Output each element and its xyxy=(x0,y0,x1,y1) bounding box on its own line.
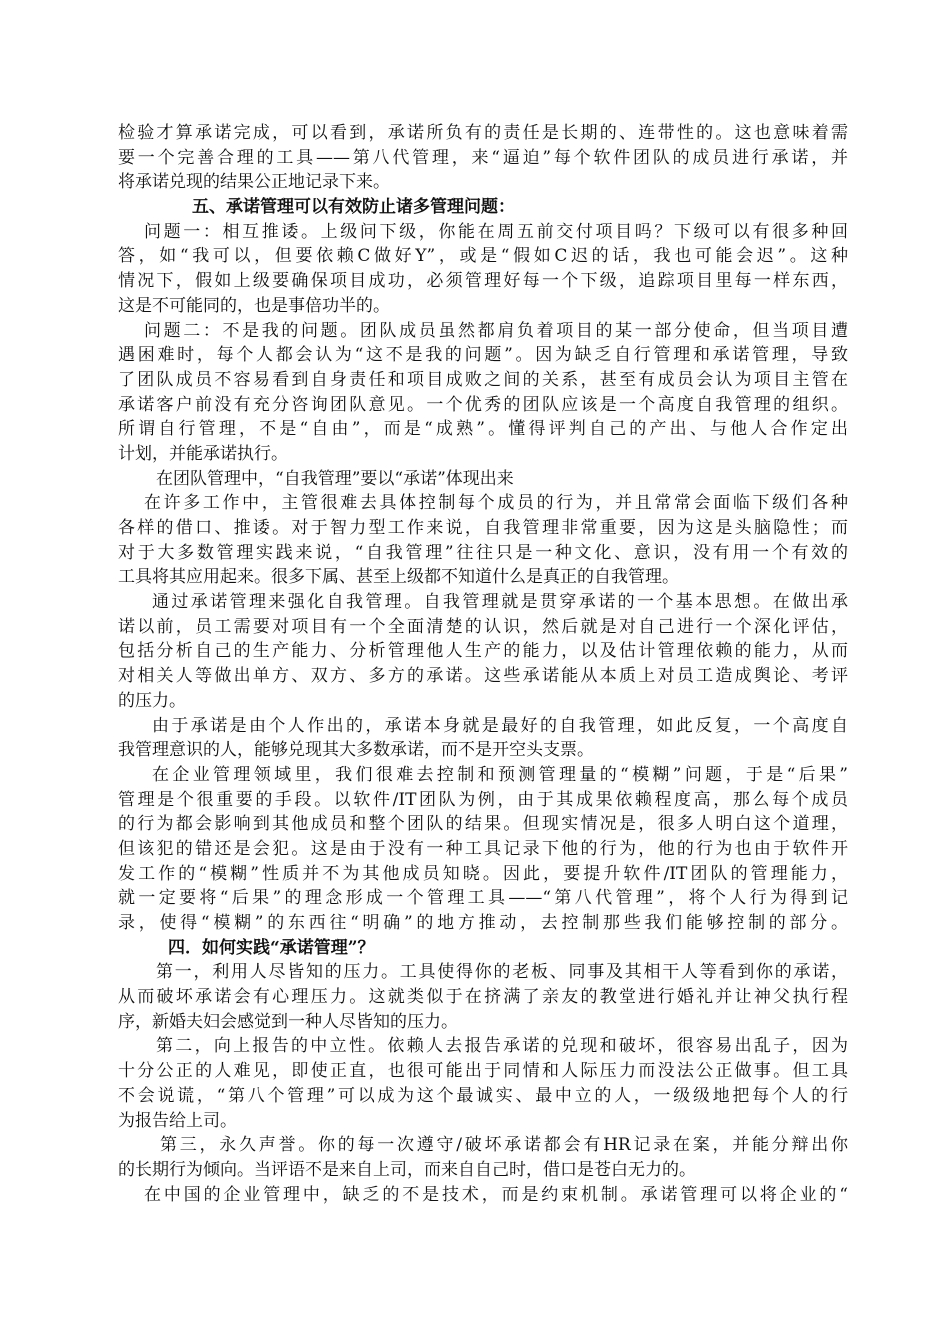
text-line: 对于大多数管理实践来说，“自我管理”往往只是一种文化、意识，没有用一个有效的 xyxy=(118,542,848,563)
text-line: 的行为都会影响到其他成员和整个团队的结果。但现实情况是，很多人明白这个道理， xyxy=(118,814,848,835)
text-line: 在企业管理领域里，我们很难去控制和预测管理量的“模糊”问题，于是“后果” xyxy=(152,764,848,785)
text-line: 十分公正的人难见，即使正直，也很可能出于同情和人际压力而没法公正做事。但工具 xyxy=(118,1061,848,1082)
text-line: 检验才算承诺完成，可以看到，承诺所负有的责任是长期的、连带性的。这也意味着需 xyxy=(118,123,848,143)
text-line: 第一，利用人尽皆知的压力。工具使得你的老板、同事及其相干人等看到你的承诺， xyxy=(156,962,848,983)
section-heading: 四．如何实践“承诺管理”？ xyxy=(168,937,375,958)
text-line: 承诺客户前没有充分咨询团队意见。一个优秀的团队应该是一个高度自我管理的组织。 xyxy=(118,394,848,415)
text-line: 的长期行为倾向。当评语不是来自上司，而来自自己时，借口是苍白无力的。 xyxy=(118,1159,696,1180)
text-line: 要一个完善合理的工具——第八代管理，来“逼迫”每个软件团队的成员进行承诺，并 xyxy=(118,147,848,168)
text-line: 我管理意识的人，能够兑现其大多数承诺，而不是开空头支票。 xyxy=(118,740,594,761)
text-line: 计划，并能承诺执行。 xyxy=(118,443,288,464)
text-line: 将承诺兑现的结果公正地记录下来。 xyxy=(118,172,390,193)
text-line: 就一定要将“后果”的理念形成一个管理工具——“第八代管理”，将个人行为得到记 xyxy=(118,888,848,909)
text-line: 不会说谎，“第八个管理”可以成为这个最诚实、最中立的人，一级级地把每个人的行 xyxy=(118,1085,848,1106)
text-line: 的压力。 xyxy=(118,690,186,711)
text-line: 由于承诺是由个人作出的，承诺本身就是最好的自我管理，如此反复，一个高度自 xyxy=(152,715,848,736)
text-line: 第三，永久声誉。你的每一次遵守/破坏承诺都会有HR记录在案，并能分辩出你 xyxy=(160,1135,848,1156)
text-line: 但该犯的错还是会犯。这是由于没有一种工具记录下他的行为，他的行为也由于软件开 xyxy=(118,838,848,859)
text-line: 管理是个很重要的手段。以软件/IT团队为例，由于其成果依赖程度高，那么每个成员 xyxy=(118,789,848,810)
text-line: 录，使得“模糊”的东西往“明确”的地方推动，去控制那些我们能够控制的部分。 xyxy=(118,913,848,933)
text-line: 所谓自行管理，不是“自由”，而是“成熟”。懂得评判自己的产出、与他人合作定出 xyxy=(118,419,848,440)
text-line: 情况下，假如上级要确保项目成功，必须管理好每一个下级，追踪项目里每一样东西， xyxy=(118,271,848,292)
text-line: 在中国的企业管理中，缺乏的不是技术，而是约束机制。承诺管理可以将企业的“ xyxy=(144,1184,848,1205)
text-line: 遇困难时，每个人都会认为“这不是我的问题”。因为缺乏自行管理和承诺管理，导致 xyxy=(118,345,848,366)
text-line: 从而破坏承诺会有心理压力。这就类似于在挤满了亲友的教堂进行婚礼并让神父执行程 xyxy=(118,987,848,1008)
text-line: 在许多工作中，主管很难去具体控制每个成员的行为，并且常常会面临下级们各种 xyxy=(144,493,848,514)
text-line: 对相关人等做出单方、双方、多方的承诺。这些承诺能从本质上对员工造成舆论、考评 xyxy=(118,666,848,687)
text-line: 问题一：相互推诿。上级问下级，你能在周五前交付项目吗？下级可以有很多种回 xyxy=(144,221,848,242)
text-line: 诺以前，员工需要对项目有一个全面清楚的认识，然后就是对自己进行一个深化评估， xyxy=(118,616,848,637)
text-line: 工具将其应用起来。很多下属、甚至上级都不知道什么是真正的自我管理。 xyxy=(118,567,679,588)
text-line: 第二，向上报告的中立性。依赖人去报告承诺的兑现和破坏，很容易出乱子，因为 xyxy=(156,1036,848,1057)
text-line: 序，新婚夫妇会感觉到一种人尽皆知的压力。 xyxy=(118,1011,458,1032)
text-line: 各样的借口、推诿。对于智力型工作来说，自我管理非常重要，因为这是头脑隐性；而 xyxy=(118,518,848,538)
text-line: 在团队管理中，“自我管理”要以“承诺”体现出来 xyxy=(156,468,514,489)
document-page xyxy=(118,121,848,1207)
text-line: 答，如“我可以，但要依赖C做好Y”，或是“假如C迟的话，我也可能会迟”。这种 xyxy=(118,246,848,267)
text-line: 了团队成员不容易看到自身责任和项目成败之间的关系，甚至有成员会认为项目主管在 xyxy=(118,369,848,390)
text-line: 包括分析自己的生产能力、分析管理他人生产的能力，以及估计管理依赖的能力，从而 xyxy=(118,641,848,662)
text-line: 发工作的“模糊”性质并不为其他成员知晓。因此，要提升软件/IT团队的管理能力， xyxy=(118,863,848,884)
text-line: 这是不可能同的，也是事倍功半的。 xyxy=(118,295,390,316)
section-heading: 五、承诺管理可以有效防止诸多管理问题： xyxy=(192,197,515,218)
text-line: 为报告给上司。 xyxy=(118,1110,237,1131)
text-line: 问题二：不是我的问题。团队成员虽然都肩负着项目的某一部分使命，但当项目遭 xyxy=(144,320,848,341)
text-line: 通过承诺管理来强化自我管理。自我管理就是贯穿承诺的一个基本思想。在做出承 xyxy=(152,592,848,613)
